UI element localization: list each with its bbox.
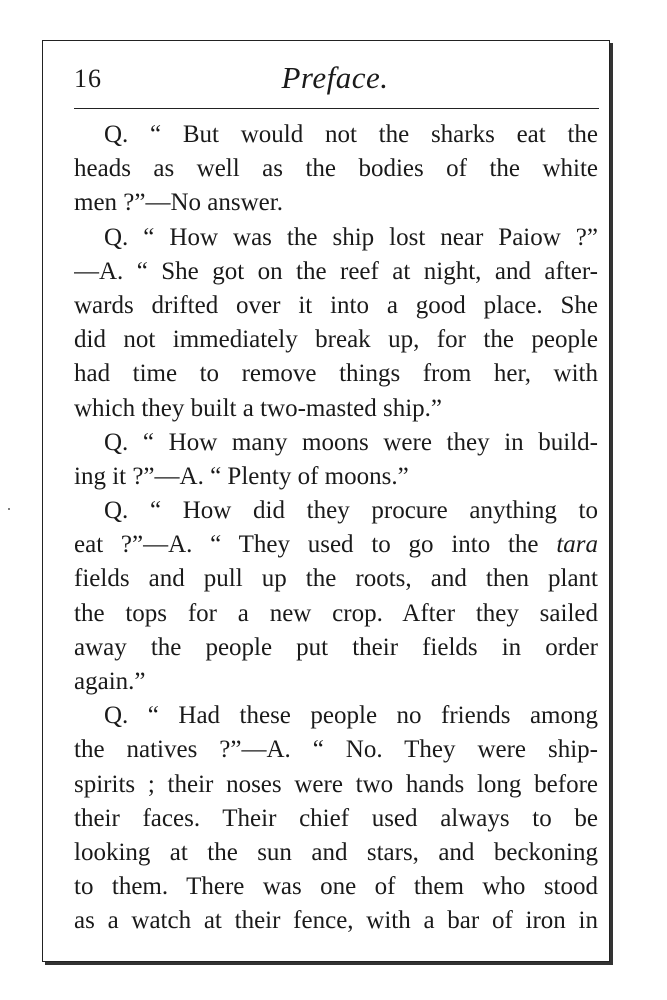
running-title: Preface. xyxy=(281,60,389,95)
text-line: did not immediately break up, for the people xyxy=(74,326,598,354)
text-line: Q. “ Had these people no friends among xyxy=(104,702,598,730)
text-line: as a watch at their fence, with a bar of iron in xyxy=(74,907,598,935)
text-line: ing it ?”—A. “ Plenty of moons.” xyxy=(74,462,409,490)
text-line: had time to remove things from her, with xyxy=(74,360,598,388)
text-line: Q. “ How many moons were they in build- xyxy=(104,428,598,456)
text-line: the tops for a new crop. After they sailed xyxy=(74,599,598,627)
italic-word: tara xyxy=(556,531,598,559)
text-line: spirits ; their noses were two hands long before xyxy=(74,770,598,798)
header-rule xyxy=(74,108,599,109)
text-line: to them. There was one of them who stood xyxy=(74,873,598,901)
text-line: heads as well as the bodies of the white xyxy=(74,155,598,183)
page-number: 16 xyxy=(74,64,102,93)
text-line xyxy=(74,528,598,562)
text-line: fields and pull up the roots, and then plant xyxy=(74,565,598,593)
page-header xyxy=(72,58,598,98)
text-line: their faces. Their chief used always to be xyxy=(74,804,598,832)
text-line: away the people put their fields in order xyxy=(74,633,598,661)
text-line: Q. “ But would not the sharks eat the xyxy=(104,121,598,148)
stray-ink-mark xyxy=(8,508,10,510)
text-line: —A. “ She got on the reef at night, and after- xyxy=(74,257,598,285)
text-line: the natives ?”—A. “ No. They were ship- xyxy=(74,736,598,764)
text-line: looking at the sun and stars, and beckoning xyxy=(74,838,598,866)
text-line: men ?”—No answer. xyxy=(74,189,283,217)
text-line: wards drifted over it into a good place. She xyxy=(74,291,598,319)
text-line: Q. “ How was the ship lost near Paiow ?” xyxy=(104,223,598,251)
text-line: which they built a two-masted ship.” xyxy=(74,394,442,422)
text-line: Q. “ How did they procure anything to xyxy=(104,497,598,525)
text-segment: eat ?”—A. “ They used to go into the xyxy=(74,531,557,559)
text-line: again.” xyxy=(74,668,146,695)
body-text xyxy=(74,118,598,939)
